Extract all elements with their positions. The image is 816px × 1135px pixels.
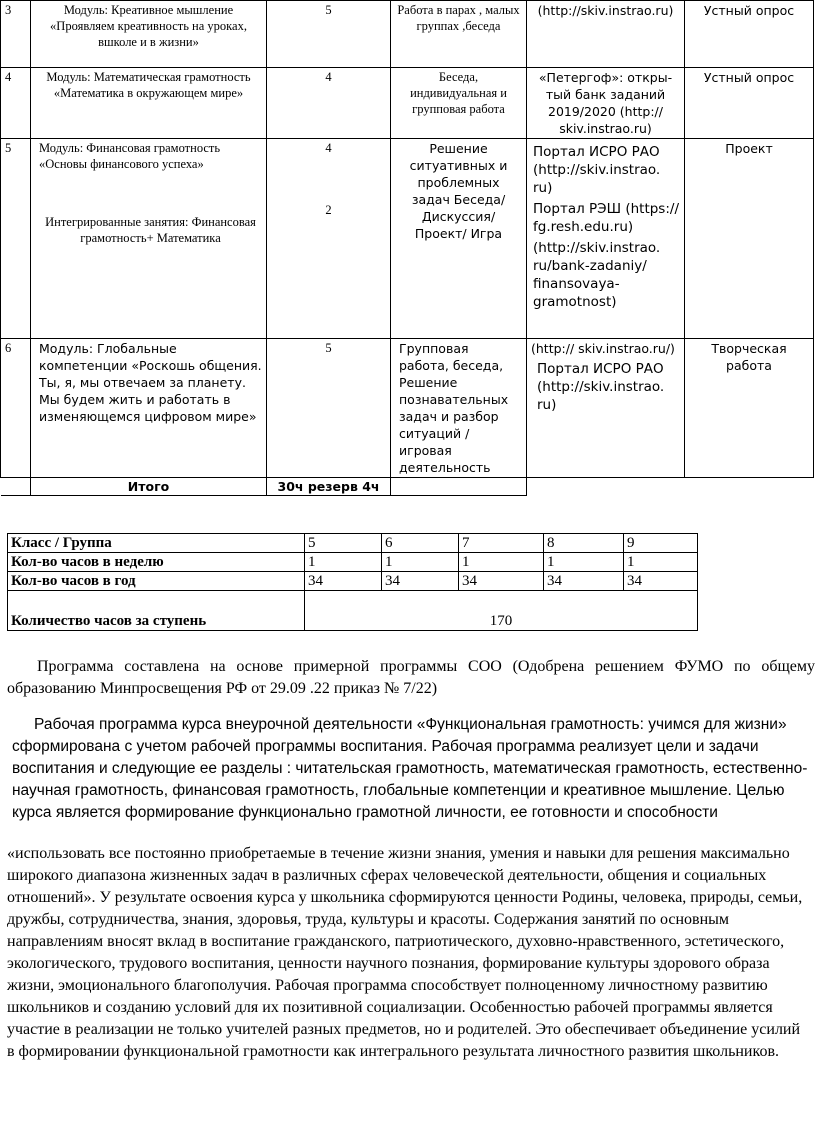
yearly-hours-label: Кол-во часов в год bbox=[8, 572, 305, 591]
control-cell: Проект bbox=[685, 139, 814, 339]
hours-cell bbox=[267, 139, 391, 339]
table-row bbox=[1, 1, 814, 68]
hours-value: 4 bbox=[325, 141, 332, 155]
table-row bbox=[8, 534, 698, 553]
grade-cell: 9 bbox=[624, 534, 698, 553]
table-row bbox=[1, 139, 814, 339]
row-number: 5 bbox=[1, 139, 31, 339]
grade-cell: 5 bbox=[305, 534, 382, 553]
hours-cell: 4 bbox=[267, 68, 391, 139]
hours-extra-value: 2 bbox=[325, 203, 332, 217]
resource-link: (http:// skiv.instrao.ru/) bbox=[531, 341, 675, 356]
yearly-hours-cell: 34 bbox=[624, 572, 698, 591]
resource-link: (http://skiv.instrao. ru/bank-zadaniy/ finansovaya-gramotnost) bbox=[533, 240, 661, 310]
row-number: 6 bbox=[1, 339, 31, 478]
grade-cell: 8 bbox=[544, 534, 624, 553]
yearly-hours-cell: 34 bbox=[544, 572, 624, 591]
resource-link: Портал ИСРО РАО (http://skiv.instrao. ru) bbox=[533, 144, 661, 196]
forms-cell: Групповая работа, беседа, Решение познавательных задач и разбор ситуаций / игровая деятельность bbox=[391, 339, 527, 478]
forms-cell: Решение ситуативных и проблемных задач Беседа/ Дискуссия/ Проект/ Игра bbox=[391, 139, 527, 339]
stage-hours-label: Количество часов за ступень bbox=[8, 591, 305, 631]
total-value: 30ч резерв 4ч bbox=[267, 478, 391, 496]
resources-cell bbox=[527, 68, 685, 139]
row-number: 4 bbox=[1, 68, 31, 139]
class-group-label: Класс / Группа bbox=[8, 534, 305, 553]
activities-table bbox=[0, 0, 814, 496]
resources-cell bbox=[527, 139, 685, 339]
yearly-hours-cell: 34 bbox=[459, 572, 544, 591]
yearly-hours-cell: 34 bbox=[305, 572, 382, 591]
total-row bbox=[1, 478, 814, 496]
program-basis-paragraph: Программа составлена на основе примерной программы СОО (Одобрена решением ФУМО по общему образованию Минпросвещения РФ от 29.09 .22 приказ № 7/22) bbox=[7, 658, 815, 697]
weekly-hours-cell: 1 bbox=[459, 553, 544, 572]
table-row bbox=[1, 339, 814, 478]
table-row bbox=[8, 572, 698, 591]
control-cell: Устный опрос bbox=[685, 68, 814, 139]
resource-link: (http://skiv.instrao.ru) bbox=[537, 3, 674, 18]
program-description-paragraph: Рабочая программа курса внеурочной деятельности «Функциональная грамотность: учимся для жизни» сформирована с учетом рабочей программы воспитания. Рабочая программа реализует цели и задачи воспитания и следующие ее разделы : читательская грамотность, математическая грамотность, естественно-научная грамотность, финансовая грамотность, глобальные компетенции и креативное мышление. Целью курса является формирование функционально грамотной личности, ее готовности и способности bbox=[12, 716, 808, 821]
resource-link: Портал РЭШ (https:// fg.resh.edu.ru) bbox=[533, 201, 679, 235]
weekly-hours-cell: 1 bbox=[624, 553, 698, 572]
weekly-hours-cell: 1 bbox=[544, 553, 624, 572]
weekly-hours-cell: 1 bbox=[305, 553, 382, 572]
resource-link: «Петергоф»: откры-тый банк заданий 2019/2020 (http:// skiv.instrao.ru) bbox=[538, 70, 673, 136]
total-label: Итого bbox=[31, 478, 267, 496]
resource-link: Портал ИСРО РАО (http://skiv.instrao. ru) bbox=[537, 361, 665, 413]
table-row bbox=[8, 591, 698, 631]
module-cell: Модуль: Креативное мышление «Проявляем креативность на уроках, вшколе и в жизни» bbox=[31, 1, 267, 68]
control-cell: Творческая работа bbox=[685, 339, 814, 478]
hours-cell: 5 bbox=[267, 339, 391, 478]
module-subtitle: Интегрированные занятия: Финансовая грамотность+ Математика bbox=[45, 215, 256, 245]
weekly-hours-cell: 1 bbox=[382, 553, 459, 572]
table-row bbox=[1, 68, 814, 139]
module-cell bbox=[31, 139, 267, 339]
row-number: 3 bbox=[1, 1, 31, 68]
control-cell: Устный опрос bbox=[685, 1, 814, 68]
forms-cell: Беседа, индивидуальная и групповая работа bbox=[391, 68, 527, 139]
grade-cell: 6 bbox=[382, 534, 459, 553]
yearly-hours-cell: 34 bbox=[382, 572, 459, 591]
grade-cell: 7 bbox=[459, 534, 544, 553]
hours-table bbox=[7, 533, 698, 631]
module-title: Модуль: Финансовая грамотность «Основы финансового успеха» bbox=[39, 141, 221, 171]
weekly-hours-label: Кол-во часов в неделю bbox=[8, 553, 305, 572]
module-cell: Модуль: Глобальные компетенции «Роскошь общения. Ты, я, мы отвечаем за планету. Мы будем жить и работать в изменяющемся цифровом мире» bbox=[31, 339, 267, 478]
program-goals-paragraph: «использовать все постоянно приобретаемые в течение жизни знания, умения и навыки для решения максимально широкого диапазона жизненных задач в различных сферах человеческой деятельности, общения и социальных отношений». У результате освоения курса у школьника сформируются ценности Родины, человека, природы, семьи, дружбы, сотрудничества, знания, здоровья, труда, культуры и красоты. Содержания занятий по основным направлениям вносят вклад в воспитание гражданского, патриотического, духовно-нравственного, эстетического, экологического, трудового воспитания, ценности научного познания, формирование культуры здорового образа жизни, эмоционального благополучия. Рабочая программа способствует полноценному личностному развитию школьников и созданию условий для их позитивной социализации. Особенностью рабочей программы является участие в реализации не только учителей разных предметов, но и родителей. Это обеспечивает объединение усилий в формировании функциональной грамотности как интегрального результата личностного развития школьников. bbox=[7, 845, 803, 1060]
resources-cell bbox=[527, 339, 685, 478]
stage-hours-total: 170 bbox=[305, 591, 698, 631]
module-cell: Модуль: Математическая грамотность «Математика в окружающем мире» bbox=[31, 68, 267, 139]
forms-cell: Работа в парах , малых группах ,беседа bbox=[391, 1, 527, 68]
hours-cell: 5 bbox=[267, 1, 391, 68]
resources-cell bbox=[527, 1, 685, 68]
table-row bbox=[8, 553, 698, 572]
